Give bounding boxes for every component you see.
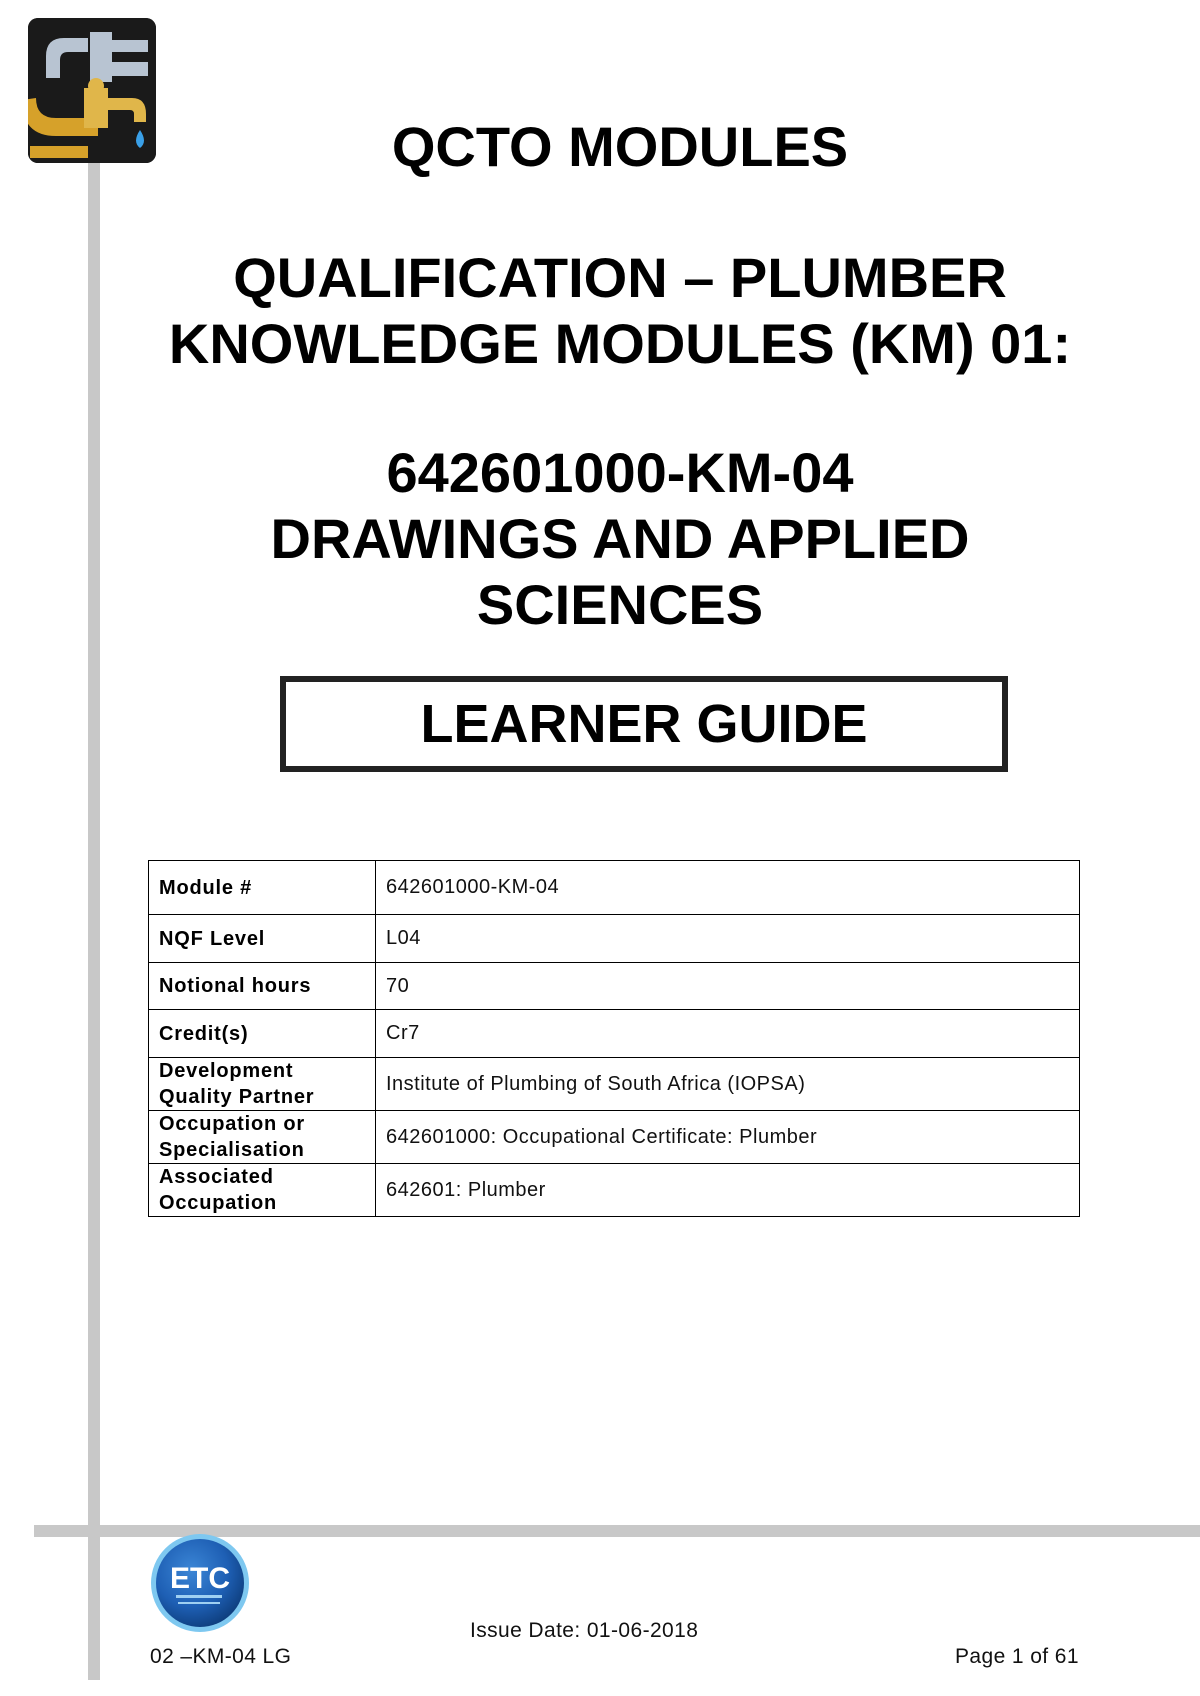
row-label-line-2: Specialisation xyxy=(159,1139,305,1161)
row-value: Cr7 xyxy=(376,1010,1080,1058)
table-row xyxy=(149,1164,1080,1217)
row-label-line-2: Quality Partner xyxy=(159,1086,315,1108)
title-line: QCTO MODULES xyxy=(391,115,849,178)
row-label: Module # xyxy=(149,861,376,915)
module-heading xyxy=(100,440,1140,638)
row-value: 642601: Plumber xyxy=(376,1164,1080,1217)
row-value: 642601000-KM-04 xyxy=(376,861,1080,915)
row-label-line-1: Occupation or xyxy=(159,1113,305,1135)
row-label xyxy=(149,1164,376,1217)
etc-logo-text: ETC xyxy=(170,1562,230,1595)
table-row xyxy=(149,1010,1080,1058)
title-qcto-modules xyxy=(100,114,1140,180)
qualification-line-2: KNOWLEDGE MODULES (KM) 01: xyxy=(168,312,1072,375)
qualification-line-1: QUALIFICATION – PLUMBER xyxy=(233,246,1007,309)
row-label: Notional hours xyxy=(149,963,376,1010)
row-label-line-1: Development xyxy=(159,1060,294,1082)
page-indicator: Page 1 of 61 xyxy=(955,1645,1079,1668)
qualification-heading xyxy=(100,245,1140,377)
row-label xyxy=(149,1058,376,1111)
etc-logo-icon xyxy=(148,1533,252,1633)
table-row xyxy=(149,1058,1080,1111)
issue-date: Issue Date: 01-06-2018 xyxy=(470,1619,699,1642)
table-row xyxy=(149,1111,1080,1164)
row-value: 70 xyxy=(376,963,1080,1010)
learner-guide-box xyxy=(280,676,1008,772)
row-label: Credit(s) xyxy=(149,1010,376,1058)
table-row xyxy=(149,963,1080,1010)
row-label-line-2: Occupation xyxy=(159,1192,278,1214)
row-value: Institute of Plumbing of South Africa (IOPSA) xyxy=(376,1058,1080,1111)
table-row xyxy=(149,861,1080,915)
document-code: 02 –KM-04 LG xyxy=(150,1645,292,1668)
row-label: NQF Level xyxy=(149,915,376,963)
row-label-line-1: Associated xyxy=(159,1166,274,1188)
left-vertical-rule xyxy=(88,160,100,1680)
module-name-line-2: SCIENCES xyxy=(476,573,764,636)
module-info-table xyxy=(148,860,1080,1217)
module-code-heading: 642601000-KM-04 xyxy=(386,441,854,504)
row-value: 642601000: Occupational Certificate: Plumber xyxy=(376,1111,1080,1164)
row-value: L04 xyxy=(376,915,1080,963)
row-label xyxy=(149,1111,376,1164)
table-row xyxy=(149,915,1080,963)
module-name-line-1: DRAWINGS AND APPLIED xyxy=(270,507,970,570)
learner-guide-label: LEARNER GUIDE xyxy=(420,694,868,754)
